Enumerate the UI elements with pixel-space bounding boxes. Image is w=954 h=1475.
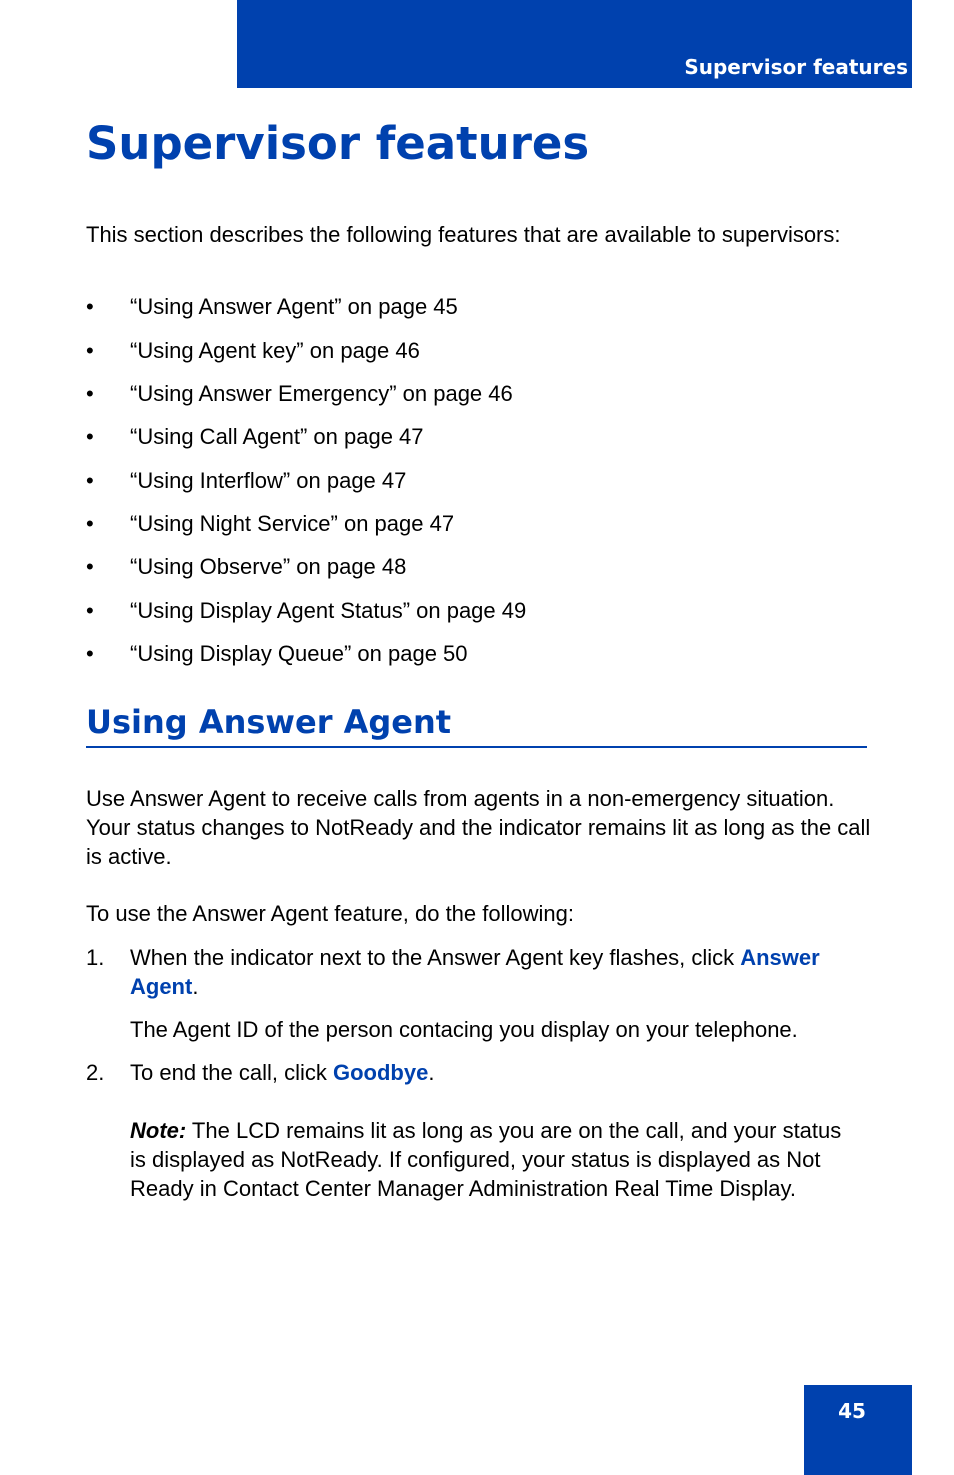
running-header: Supervisor features: [684, 55, 908, 79]
page-number: 45: [838, 1399, 866, 1423]
bullet-icon: •: [86, 598, 94, 623]
bullet-icon: •: [86, 381, 94, 406]
note-label: Note:: [130, 1118, 187, 1143]
section-title: Using Answer Agent: [86, 703, 452, 741]
page-title: Supervisor features: [86, 117, 590, 170]
step-1-instruction: When the indicator next to the Answer Agent key flashes, click: [130, 945, 741, 970]
goodbye-key-label: Goodbye: [332, 1060, 429, 1085]
toc-item-text: “Using Agent key” on page 46: [130, 338, 420, 363]
toc-item-text: “Using Interflow” on page 47: [130, 468, 407, 493]
bullet-icon: •: [86, 641, 94, 666]
toc-item-text: “Using Observe” on page 48: [130, 554, 407, 579]
toc-item-text: “Using Answer Emergency” on page 46: [130, 381, 513, 406]
toc-item-text: “Using Answer Agent” on page 45: [130, 294, 458, 319]
section-description: Use Answer Agent to receive calls from agents in a non-emergency situation. Your status changes to NotReady and the indicator remains lit as long as the call is active.: [86, 786, 871, 869]
step-2-instruction: To end the call, click: [130, 1060, 333, 1085]
step-1-detail: The Agent ID of the person contacing you display on your telephone.: [130, 1017, 798, 1042]
toc-item-text: “Using Night Service” on page 47: [130, 511, 455, 536]
bullet-icon: •: [86, 554, 94, 579]
step-1-text: [130, 943, 870, 1001]
step-number: 1.: [86, 945, 105, 970]
bullet-icon: •: [86, 294, 94, 319]
toc-item-text: “Using Display Queue” on page 50: [130, 641, 468, 666]
step-2-punctuation: .: [428, 1060, 435, 1085]
note-text: The LCD remains lit as long as you are on the call, and your status is displayed as NotReady. If configured, your status is displayed as Not Ready in Contact Center Manager Administration Real Time Display.: [130, 1118, 842, 1201]
intro-paragraph: This section describes the following features that are available to supervisors:: [86, 222, 841, 247]
step-2-text: [130, 1058, 870, 1087]
answer-agent-key-label: Answer Agent: [130, 945, 820, 999]
procedure-lead-in: To use the Answer Agent feature, do the following:: [86, 901, 574, 926]
step-number: 2.: [86, 1060, 105, 1085]
bullet-icon: •: [86, 424, 94, 449]
toc-item-text: “Using Call Agent” on page 47: [130, 424, 424, 449]
note-block: [130, 1116, 850, 1203]
bullet-icon: •: [86, 511, 94, 536]
step-1-punctuation: .: [192, 974, 199, 999]
toc-item-text: “Using Display Agent Status” on page 49: [130, 598, 527, 623]
section-divider: [86, 746, 867, 748]
bullet-icon: •: [86, 468, 94, 493]
bullet-icon: •: [86, 338, 94, 363]
